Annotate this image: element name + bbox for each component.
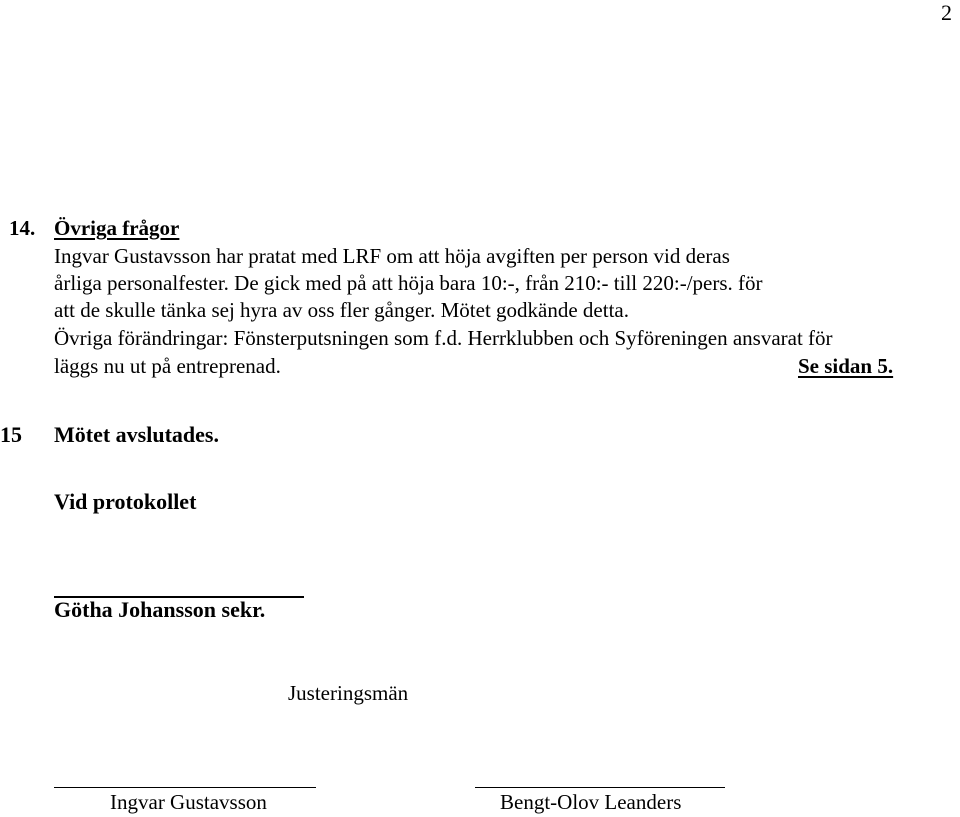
section-15-text: Mötet avslutades. xyxy=(54,422,219,447)
section-14-number: 14. xyxy=(9,216,36,240)
signature-label: Vid protokollet xyxy=(54,489,197,514)
adjusters-label: Justeringsmän xyxy=(288,681,409,705)
section-14-line-5: läggs nu ut på entreprenad. xyxy=(54,354,281,378)
section-14-line-1: Ingvar Gustavsson har pratat med LRF om att höja avgiften per person vid deras xyxy=(54,244,730,268)
section-15-number: 15 xyxy=(0,422,22,447)
adjuster-1-name: Ingvar Gustavsson xyxy=(110,790,267,814)
adjuster-2-name: Bengt-Olov Leanders xyxy=(500,790,682,814)
section-14-line-3: att de skulle tänka sej hyra av oss fler gånger. Mötet godkände detta. xyxy=(54,298,629,322)
adjuster-1-signature-line xyxy=(54,787,316,788)
see-page-reference: Se sidan 5. xyxy=(798,354,894,378)
adjuster-2-signature-line xyxy=(475,787,725,788)
section-14-line-4: Övriga förändringar: Fönsterputsningen som f.d. Herrklubben och Syföreningen ansvarat för xyxy=(54,326,833,350)
page-number: 2 xyxy=(941,0,952,25)
section-14-line-2: årliga personalfester. De gick med på att höja bara 10:-, från 210:- till 220:-/pers. för xyxy=(54,271,763,295)
section-14-heading: Övriga frågor xyxy=(54,216,180,240)
secretary-name: Götha Johansson sekr. xyxy=(54,597,266,622)
